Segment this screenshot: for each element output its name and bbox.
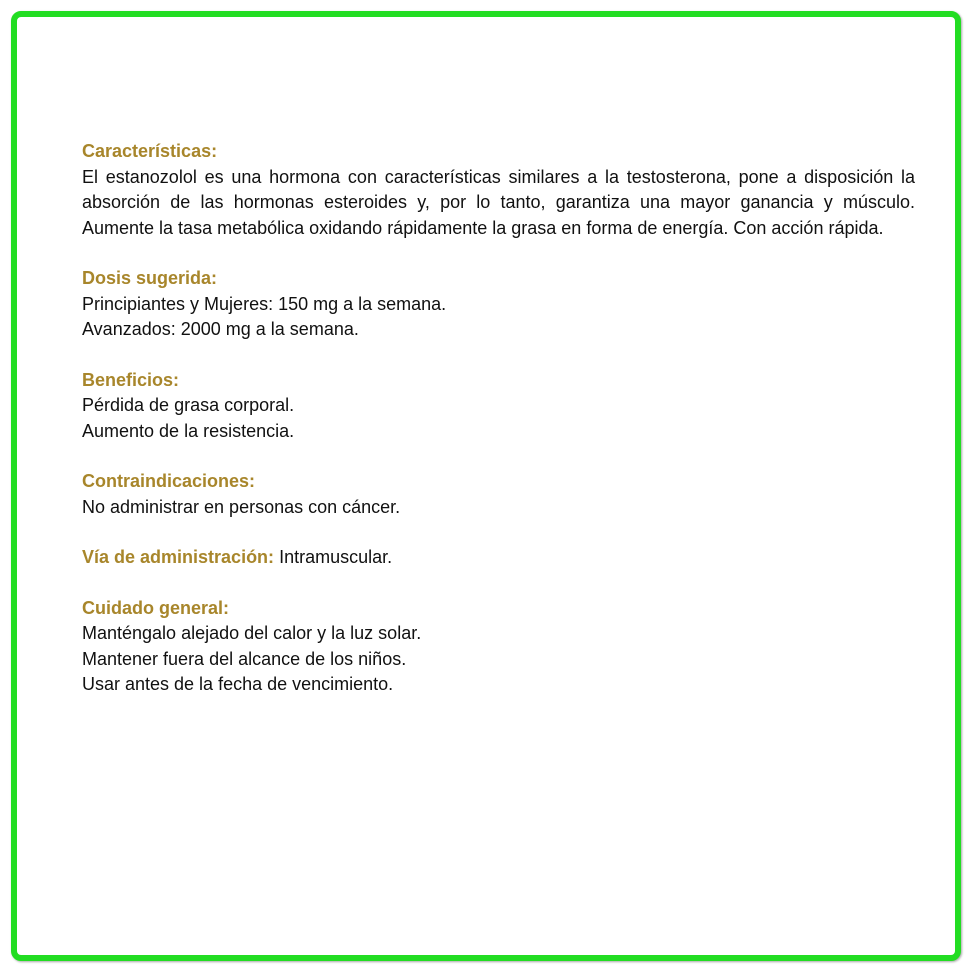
section-beneficios xyxy=(82,368,915,445)
cuidado-line: Manténgalo alejado del calor y la luz solar. xyxy=(82,623,422,643)
section-caracteristicas xyxy=(82,139,915,241)
via-row xyxy=(82,545,915,571)
cuidado-line: Usar antes de la fecha de vencimiento. xyxy=(82,674,394,694)
beneficios-line: Pérdida de grasa corporal. xyxy=(82,395,295,415)
via-value: Intramuscular. xyxy=(279,547,393,567)
heading-beneficios: Beneficios: xyxy=(82,369,180,390)
heading-via: Vía de administración: xyxy=(82,547,275,567)
section-via-administracion xyxy=(82,545,915,571)
heading-contraindicaciones: Contraindicaciones: xyxy=(82,471,256,491)
section-dosis xyxy=(82,266,915,343)
heading-cuidado: Cuidado general: xyxy=(82,597,230,618)
contraindicaciones-line: No administrar en personas con cáncer. xyxy=(82,496,401,517)
product-info-content xyxy=(82,139,915,723)
dosis-line: Avanzados: 2000 mg a la semana. xyxy=(82,319,359,339)
cuidado-line: Mantener fuera del alcance de los niños. xyxy=(82,648,407,669)
beneficios-line: Aumento de la resistencia. xyxy=(82,420,295,441)
caracteristicas-text: El estanozolol es una hormona con características similares a la testosterona, pone a disposición la absorción de las hormonas esteroides y, por lo tanto, garantiza una mayor ganancia y músculo. Aumente la tasa metabólica oxidando rápidamente la grasa en forma de energía. Con acción rápida. xyxy=(82,166,915,238)
section-cuidado xyxy=(82,596,915,698)
dosis-line: Principiantes y Mujeres: 150 mg a la semana. xyxy=(82,293,447,314)
heading-dosis: Dosis sugerida: xyxy=(82,268,218,288)
section-contraindicaciones xyxy=(82,469,915,520)
heading-caracteristicas: Características: xyxy=(82,141,218,161)
